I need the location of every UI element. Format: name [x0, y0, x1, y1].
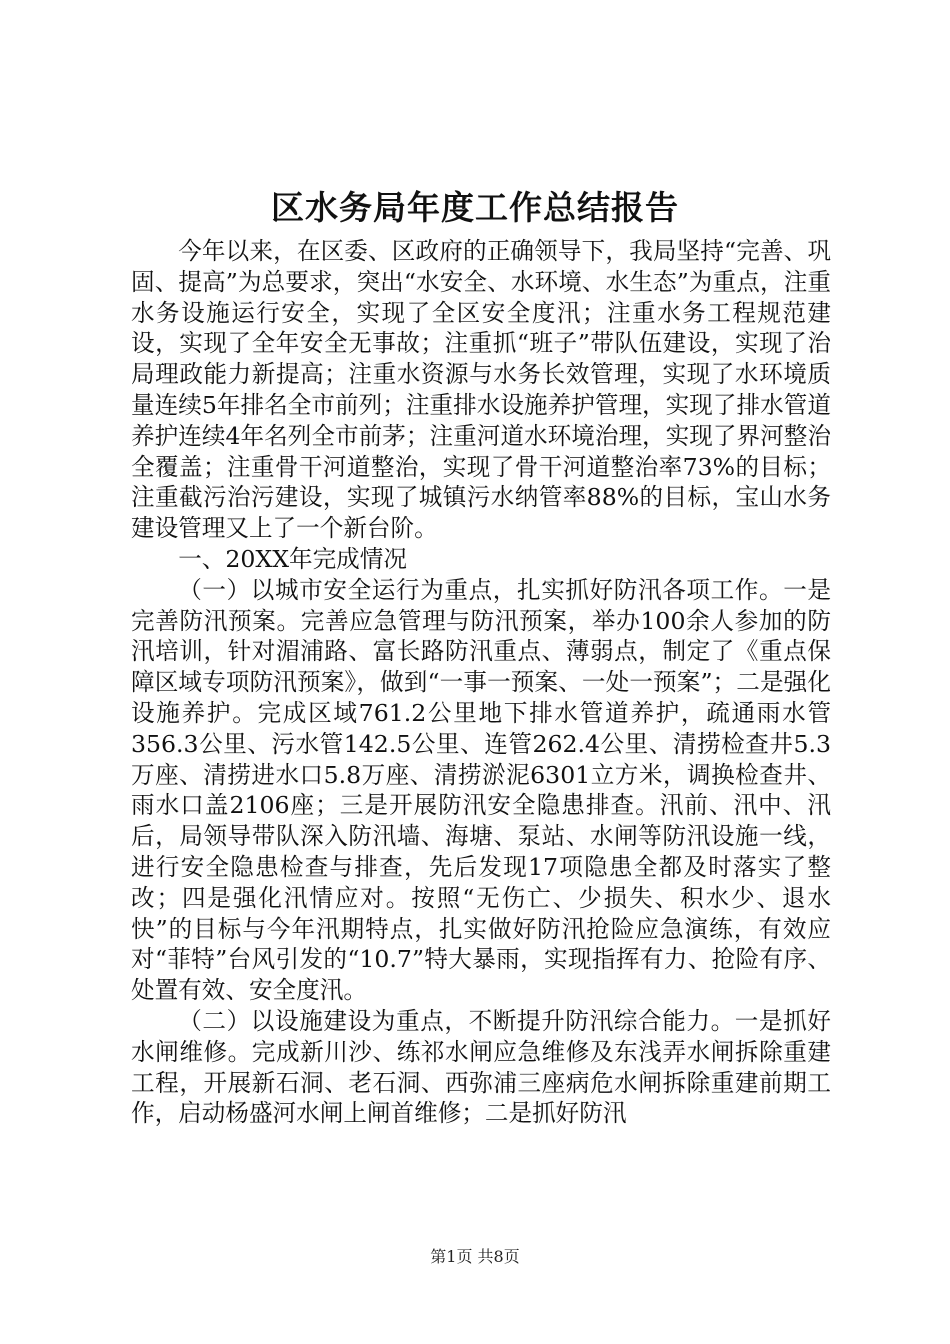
intro-paragraph: 今年以来，在区委、区政府的正确领导下，我局坚持“完善、巩固、提高”为总要求，突出“水安全、水环境、水生态”为重点，注重水务设施运行安全，实现了全区安全度汛；注重水务工程规范建设，实现了全年安全无事故；注重抓“班子”带队伍建设，实现了治局理政能力新提高；注重水资源与水务长效管理，实现了水环境质量连续5年排名全市前列；注重排水设施养护管理，实现了排水管道养护连续4年名列全市前茅；注重河道水环境治理，实现了界河整治全覆盖；注重骨干河道整治，实现了骨干河道整治率73%的目标；注重截污治污建设，实现了城镇污水纳管率88%的目标，宝山水务建设管理又上了一个新台阶。 — [131, 237, 831, 543]
section-paragraph-2: （二）以设施建设为重点，不断提升防汛综合能力。一是抓好水闸维修。完成新川沙、练祁水闸应急维修及东浅弄水闸拆除重建工程，开展新石洞、老石洞、西弥浦三座病危水闸拆除重建前期工作，启动杨盛河水闸上闸首维修；二是抓好防汛 — [131, 1006, 831, 1128]
page-title: 区水务局年度工作总结报告 — [271, 188, 679, 227]
section-heading: 一、20XX年完成情况 — [178, 544, 407, 573]
section-paragraph-1: （一）以城市安全运行为重点，扎实抓好防汛各项工作。一是完善防汛预案。完善应急管理与防汛预案，举办100余人参加的防汛培训，针对湄浦路、富长路防汛重点、薄弱点，制定了《重点保障区域专项防汛预案》，做到“一事一预案、一处一预案”；二是强化设施养护。完成区域761.2公里地下排水管道养护，疏通雨水管356.3公里、污水管142.5公里、连管262.4公里、清捞检查井5.3万座、清捞进水口5.8万座、清捞淤泥6301立方米，调换检查井、雨水口盖2106座；三是开展防汛安全隐患排查。汛前、汛中、汛后，局领导带队深入防汛墙、海塘、泵站、水闸等防汛设施一线，进行安全隐患检查与排查，先后发现17项隐患全都及时落实了整改；四是强化汛情应对。按照“无伤亡、少损失、积水少、退水快”的目标与今年汛期特点，扎实做好防汛抢险应急演练，有效应对“菲特”台风引发的“10.7”特大暴雨，实现指挥有力、抢险有序、处置有效、安全度汛。 — [131, 575, 831, 1005]
document-body — [131, 236, 831, 1129]
page-number-footer: 第1页 共8页 — [430, 1247, 520, 1266]
